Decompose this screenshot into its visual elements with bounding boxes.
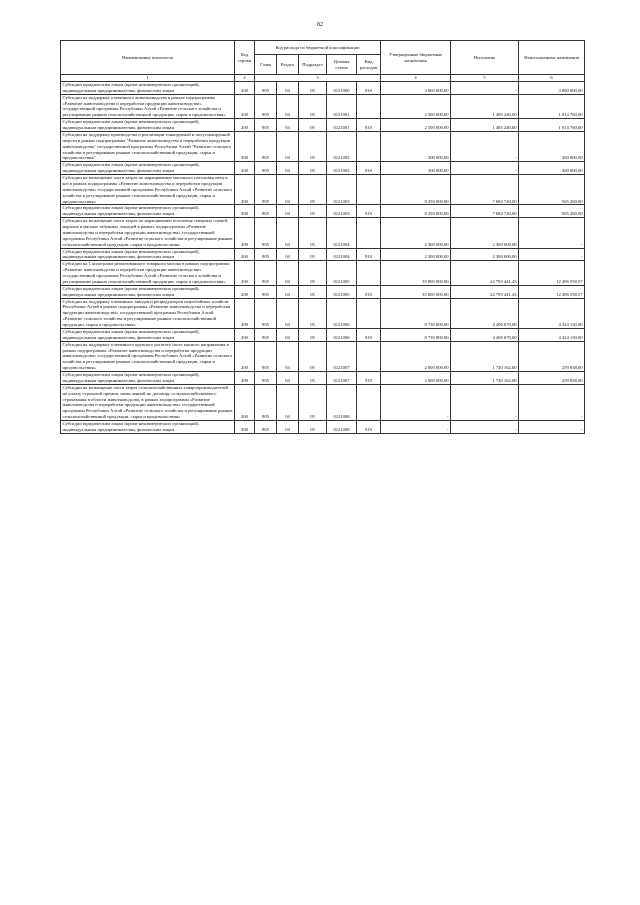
row-razdel: 04 [277,94,299,119]
column-number: 1 [61,75,235,82]
row-glava: 905 [255,205,277,218]
row-line-code: 200 [235,131,255,161]
row-razdel: 04 [277,175,299,205]
row-executed: 2 300 000,00 [451,218,519,248]
row-unexecuted: 300 000,00 [519,131,585,161]
row-podrazdel: 05 [299,328,327,341]
table-row [61,341,585,371]
header-approved: Утвержденные бюджетные назначения [381,41,451,75]
row-unexecuted: 12 206 558,57 [519,285,585,298]
row-executed: 22 793 441,43 [451,285,519,298]
row-executed: 1 485 240,00 [451,119,519,132]
row-line-code: 200 [235,341,255,371]
header-target-item: Целевая статья [327,55,357,75]
row-line-code: 200 [235,175,255,205]
row-target-item: 0121008 [327,421,357,434]
row-name: Субсидии юридическим лицам (кроме некоммерческих организаций), индивидуальным предпринимателям, физическим лицам [61,162,235,175]
row-razdel: 04 [277,384,299,420]
row-razdel: 04 [277,131,299,161]
page-number: 82 [317,22,323,28]
row-executed: 4 406 670,00 [451,298,519,328]
row-podrazdel: 05 [299,285,327,298]
row-podrazdel: 05 [299,119,327,132]
row-podrazdel: 05 [299,298,327,328]
row-name: Субсидии юридическим лицам (кроме некоммерческих организаций), индивидуальным предпринимателям, физическим лицам [61,372,235,385]
header-budget-code: Код расхода по бюджетной классификации [255,41,381,55]
row-executed: 7 684 740,00 [451,205,519,218]
row-razdel: 04 [277,421,299,434]
row-name: Субсидии на возмещение части затрат сельскохозяйственных товаропроизводителей на уплату страховой премии, начисленной по договору сельскохозяйственного страхования в области животноводства, в рамках подпрограммы «Развитие животноводства и переработки продукции животноводства» государственной программы Республики Алтай «Развитие сельского хозяйства и регулирование рынков сельскохозяйственной продукции, сырья и продовольствия» [61,384,235,420]
header-glava: Глава [255,55,277,75]
row-expense-type: 810 [357,205,381,218]
row-podrazdel: 05 [299,162,327,175]
table-row [61,372,585,385]
row-approved: 8 730 800,00 [381,328,451,341]
row-name: Субсидии на возмещение части затрат по наращиванию маточного поголовья овец и коз в рамках подпрограммы «Развитие животноводства и переработки продукции животноводства» государственной программы Республики Алтай «Развитие сельского хозяйства и регулирование рынков сельскохозяйственной продукции, сырья и продовольствия» [61,175,235,205]
row-expense-type: 810 [357,162,381,175]
row-target-item: 0121004 [327,218,357,248]
table-row [61,218,585,248]
row-target-item: 0121001 [327,94,357,119]
row-name: Субсидии юридическим лицам (кроме некоммерческих организаций), индивидуальным предпринимателям, физическим лицам [61,248,235,261]
row-glava: 905 [255,119,277,132]
row-podrazdel: 05 [299,372,327,385]
row-line-code: 200 [235,384,255,420]
row-razdel: 04 [277,372,299,385]
row-approved: 8 250 000,00 [381,175,451,205]
row-expense-type [357,298,381,328]
row-unexecuted: 565 260,00 [519,205,585,218]
table-row [61,384,585,420]
row-approved: - [381,384,451,420]
row-razdel: 04 [277,218,299,248]
table-row [61,162,585,175]
row-razdel: 04 [277,341,299,371]
budget-execution-table [60,40,585,434]
row-expense-type [357,341,381,371]
row-target-item: 0121002 [327,162,357,175]
row-expense-type: 810 [357,285,381,298]
row-podrazdel: 05 [299,421,327,434]
row-glava: 905 [255,94,277,119]
table-row [61,248,585,261]
row-line-code: 200 [235,248,255,261]
row-executed: 1 740 162,00 [451,341,519,371]
row-podrazdel: 05 [299,341,327,371]
row-glava: 905 [255,328,277,341]
row-line-code: 200 [235,421,255,434]
row-executed: - [451,421,519,434]
row-podrazdel: 05 [299,218,327,248]
column-number: 3 [255,75,381,82]
row-unexecuted: 4 324 130,00 [519,298,585,328]
header-razdel: Раздел [277,55,299,75]
row-line-code: 200 [235,285,255,298]
row-line-code: 200 [235,328,255,341]
row-line-code: 200 [235,261,255,286]
row-unexecuted: 1 014 760,00 [519,94,585,119]
row-line-code: 200 [235,94,255,119]
row-name: Субсидии юридическим лицам (кроме некоммерческих организаций), индивидуальным предпринимателям, физическим лицам [61,81,235,94]
row-unexecuted: - [519,218,585,248]
header-expense-type: Вид расходов [357,55,381,75]
row-unexecuted: - [519,421,585,434]
row-target-item: 0121007 [327,372,357,385]
row-glava: 905 [255,285,277,298]
row-podrazdel: 05 [299,248,327,261]
row-line-code: 200 [235,372,255,385]
header-executed: Исполнено [451,41,519,75]
row-expense-type: 810 [357,81,381,94]
row-expense-type [357,384,381,420]
row-approved: 2 500 000,00 [381,94,451,119]
row-unexecuted: 12 206 558,57 [519,261,585,286]
header-podrazdel: Подраздел [299,55,327,75]
row-target-item: 0121006 [327,298,357,328]
row-approved: 2 300 000,00 [381,248,451,261]
row-podrazdel: 05 [299,175,327,205]
row-approved: 35 000 000,00 [381,261,451,286]
table-row [61,285,585,298]
table-row [61,94,585,119]
row-approved: - [381,421,451,434]
column-number: 6 [519,75,585,82]
row-podrazdel: 05 [299,81,327,94]
row-executed: 1 740 162,00 [451,372,519,385]
table-body [61,81,585,433]
row-expense-type: 810 [357,328,381,341]
table-row [61,298,585,328]
row-approved: 2 000 000,00 [381,372,451,385]
row-target-item: 0121004 [327,248,357,261]
row-podrazdel: 05 [299,261,327,286]
row-name: Субсидии на поддержку племенного крупного рогатого скота мясного направления в рамках подпрограммы «Развитие животноводства и переработки продукции животноводства» государственной программы Республики Алтай «Развитие сельского хозяйства и регулирование рынков сельскохозяйственной продукции, сырья и продовольствия» [61,341,235,371]
row-expense-type [357,175,381,205]
row-glava: 905 [255,131,277,161]
row-name: Субсидии на поддержку производства и реализации тонкорунной и полутонкорунной шерсти в рамках подпрограммы "Развитие животноводства и переработки продукции животноводства" государственной программы Республики Алтай "Развитие сельского хозяйства и регулирование рынков сельскохозяйственной продукции, сырья и продовольствия" [61,131,235,161]
row-executed: - [451,131,519,161]
row-razdel: 04 [277,81,299,94]
row-razdel: 04 [277,119,299,132]
row-name: Субсидии юридическим лицам (кроме некоммерческих организаций), индивидуальным предпринимателям, физическим лицам [61,119,235,132]
table-row [61,81,585,94]
table-header [61,41,585,82]
row-podrazdel: 05 [299,384,327,420]
row-glava: 905 [255,372,277,385]
row-glava: 905 [255,341,277,371]
column-number: 2 [235,75,255,82]
row-unexecuted: 3 000 000,00 [519,81,585,94]
row-razdel: 04 [277,285,299,298]
row-approved: 2 300 000,00 [381,218,451,248]
table-row [61,421,585,434]
row-approved: 8 730 800,00 [381,298,451,328]
row-podrazdel: 05 [299,94,327,119]
row-unexecuted: 1 014 760,00 [519,119,585,132]
table-row [61,175,585,205]
row-podrazdel: 05 [299,205,327,218]
row-razdel: 04 [277,248,299,261]
row-glava: 905 [255,261,277,286]
row-expense-type: 810 [357,119,381,132]
row-executed: 2 300 000,00 [451,248,519,261]
row-expense-type [357,261,381,286]
row-expense-type: 810 [357,372,381,385]
header-unexecuted: Неисполненные назначения [519,41,585,75]
row-expense-type: 810 [357,248,381,261]
row-name: Субсидии юридическим лицам (кроме некоммерческих организаций), индивидуальным предпринимателям, физическим лицам [61,421,235,434]
row-line-code: 200 [235,205,255,218]
row-approved: 2 500 000,00 [381,119,451,132]
table-row [61,328,585,341]
row-line-code: 200 [235,162,255,175]
row-glava: 905 [255,81,277,94]
row-razdel: 04 [277,298,299,328]
row-executed: - [451,384,519,420]
row-unexecuted: - [519,384,585,420]
row-podrazdel: 05 [299,131,327,161]
row-target-item: 0121007 [327,341,357,371]
column-number: 4 [381,75,451,82]
row-line-code: 200 [235,298,255,328]
table-row [61,119,585,132]
row-unexecuted: 259 838,00 [519,341,585,371]
row-unexecuted: 4 324 130,00 [519,328,585,341]
row-name: Субсидии на 1 килограмм реализованного товарного молока в рамках подпрограммы «Развитие животноводства и переработки продукции животноводства» государственной программы Республики Алтай «Развитие сельского хозяйства и регулирование рынков сельскохозяйственной продукции, сырья и продовольствия» [61,261,235,286]
row-name: Субсидии на поддержку племенного животноводства в рамках подпрограммы «Развитие животноводства и переработки продукции животноводства» государственной программы Республики Алтай «Развитие сельского хозяйства и регулирование рынков сельскохозяйственной продукции, сырья и продовольствия» [61,94,235,119]
row-executed: - [451,162,519,175]
row-name: Субсидии юридическим лицам (кроме некоммерческих организаций), индивидуальным предпринимателям, физическим лицам [61,328,235,341]
row-name: Субсидии юридическим лицам (кроме некоммерческих организаций), индивидуальным предпринимателям, физическим лицам [61,285,235,298]
table-row [61,131,585,161]
row-unexecuted: - [519,248,585,261]
row-target-item: 0121008 [327,384,357,420]
table-row [61,205,585,218]
row-glava: 905 [255,384,277,420]
row-executed: - [451,81,519,94]
row-executed: 4 406 670,00 [451,328,519,341]
row-target-item: 0121005 [327,285,357,298]
row-expense-type [357,131,381,161]
row-glava: 905 [255,162,277,175]
row-razdel: 04 [277,328,299,341]
row-approved: 8 250 000,00 [381,205,451,218]
row-line-code: 200 [235,218,255,248]
row-unexecuted: 300 000,00 [519,162,585,175]
row-target-item: 0121006 [327,328,357,341]
row-target-item: 0121003 [327,205,357,218]
row-executed: 22 793 441,43 [451,261,519,286]
row-glava: 905 [255,175,277,205]
row-name: Субсидии юридическим лицам (кроме некоммерческих организаций), индивидуальным предпринимателям, физическим лицам [61,205,235,218]
row-approved: 300 000,00 [381,162,451,175]
header-line-code: Код строки [235,41,255,75]
row-executed: 1 485 240,00 [451,94,519,119]
row-razdel: 04 [277,205,299,218]
row-glava: 905 [255,248,277,261]
row-glava: 905 [255,298,277,328]
row-line-code: 200 [235,119,255,132]
row-expense-type: 810 [357,421,381,434]
row-glava: 905 [255,421,277,434]
row-name: Субсидии на возмещение части затрат по наращиванию поголовья северных оленей, маралов и мясных табунных лошадей в рамках подпрограммы «Развитие животноводства и переработки продукции животноводства» государственной программы Республики Алтай «Развитие сельского хозяйства и регулирование рынков сельскохозяйственной продукции, сырья и продовольствия» [61,218,235,248]
row-expense-type [357,94,381,119]
row-executed: 7 684 740,00 [451,175,519,205]
row-razdel: 04 [277,261,299,286]
row-target-item: 0121003 [327,175,357,205]
header-name: Наименование показателя [61,41,235,75]
row-glava: 905 [255,218,277,248]
table-row [61,261,585,286]
row-name: Субсидии на поддержку племенных заводов и репродукторов пантобойных хозяйств Республики Алтай в рамках подпрограммы «Развитие животноводства и переработки продукции животноводства» государственной программы Республики Алтай «Развитие сельского хозяйства и регулирование рынков сельскохозяйственной продукции, сырья и продовольствия» [61,298,235,328]
row-target-item: 0121001 [327,119,357,132]
row-target-item: 0121000 [327,81,357,94]
row-razdel: 04 [277,162,299,175]
row-approved: 2 000 000,00 [381,341,451,371]
row-approved: 300 000,00 [381,131,451,161]
row-target-item: 0121002 [327,131,357,161]
row-approved: 3 000 000,00 [381,81,451,94]
row-approved: 35 000 000,00 [381,285,451,298]
row-expense-type [357,218,381,248]
row-target-item: 0121005 [327,261,357,286]
row-unexecuted: 259 838,00 [519,372,585,385]
row-unexecuted: 565 260,00 [519,175,585,205]
row-line-code: 200 [235,81,255,94]
column-number: 5 [451,75,519,82]
